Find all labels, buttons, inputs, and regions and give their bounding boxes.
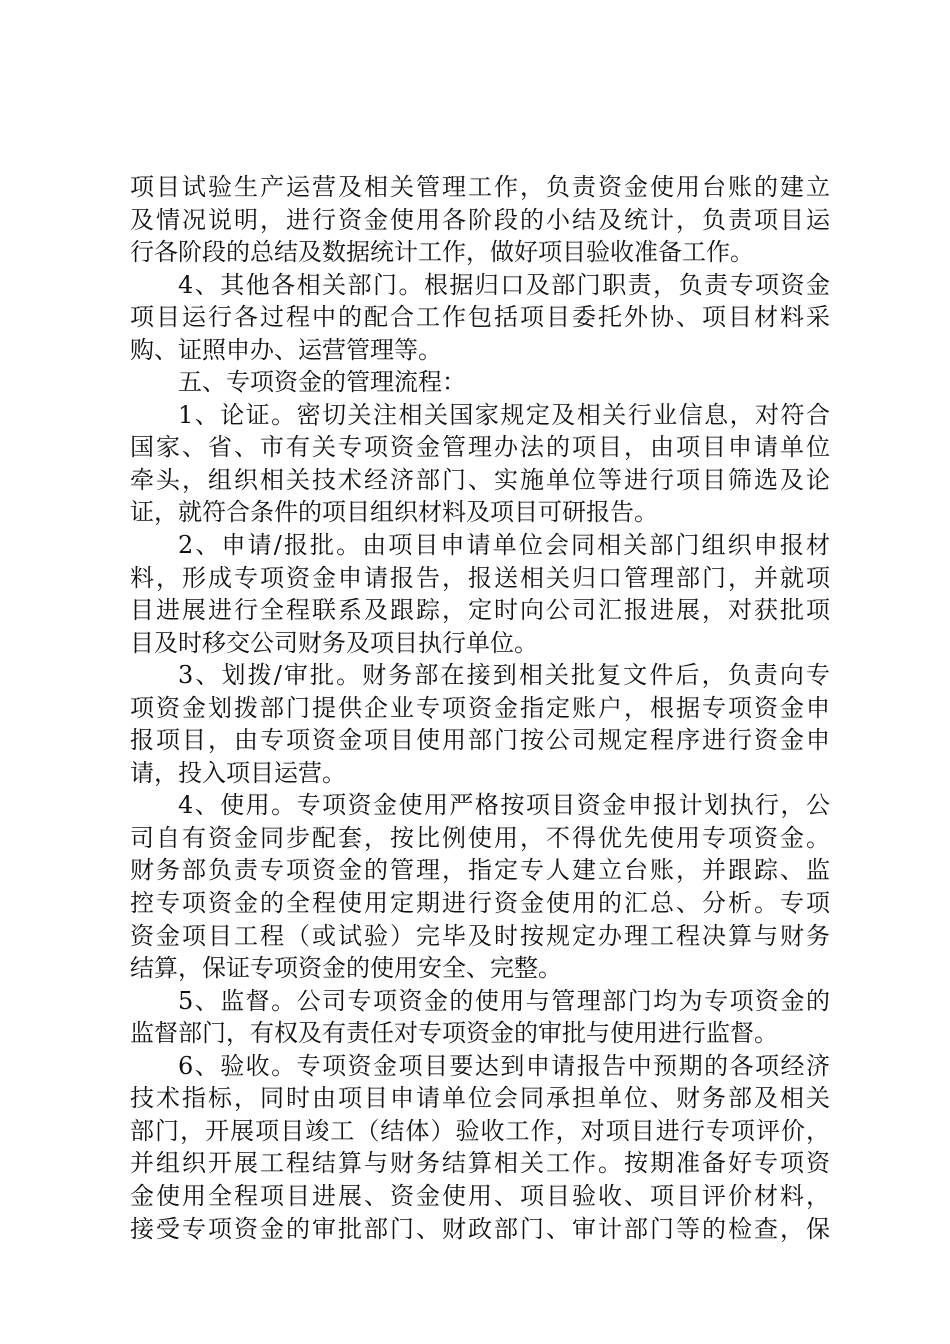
text-line: 料，形成专项资金申请报告，报送相关归口管理部门，并就项 [130, 563, 830, 592]
text-line: 司自有资金同步配套，按比例使用，不得优先使用专项资金。 [130, 823, 830, 852]
text-line: 请，投入项目运营。 [130, 758, 346, 787]
text-line: 技术指标，同时由项目申请单位会同承担单位、财务部及相关 [130, 1084, 830, 1113]
text-line: 资金项目工程（或试验）完毕及时按规定办理工程决算与财务 [130, 921, 830, 950]
text-line: 财务部负责专项资金的管理，指定专人建立台账，并跟踪、监 [130, 856, 830, 885]
text-line: 及情况说明，进行资金使用各阶段的小结及统计，负责项目运 [130, 205, 830, 234]
text-line: 牵头，组织相关技术经济部门、实施单位等进行项目筛选及论 [130, 465, 830, 494]
text-line: 结算，保证专项资金的使用安全、完整。 [130, 954, 562, 983]
text-line: 项资金划拨部门提供企业专项资金指定账户，根据专项资金申 [130, 693, 830, 722]
text-line: 5、监督。公司专项资金的使用与管理部门均为专项资金的 [178, 986, 830, 1015]
text-line: 6、验收。专项资金项目要达到申请报告中预期的各项经济 [178, 1051, 830, 1080]
text-line: 目进展进行全程联系及跟踪，定时向公司汇报进展，对获批项 [130, 596, 830, 625]
text-line: 国家、省、市有关专项资金管理办法的项目，由项目申请单位 [130, 433, 830, 462]
document-body [130, 171, 830, 1245]
text-line: 1、论证。密切关注相关国家规定及相关行业信息，对符合 [178, 400, 830, 429]
text-line: 3、划拨/审批。财务部在接到相关批复文件后，负责向专 [178, 661, 830, 690]
text-line: 行各阶段的总结及数据统计工作，做好项目验收准备工作。 [130, 238, 754, 267]
text-line: 五、专项资金的管理流程： [178, 368, 466, 397]
text-line: 项目试验生产运营及相关管理工作，负责资金使用台账的建立 [130, 173, 830, 201]
text-line: 证，就符合条件的项目组织材料及项目可研报告。 [130, 498, 658, 527]
text-line: 2、申请/报批。由项目申请单位会同相关部门组织申报材 [178, 531, 830, 560]
text-line: 报项目，由专项资金项目使用部门按公司规定程序进行资金申 [130, 726, 830, 755]
text-line: 监督部门，有权及有责任对专项资金的审批与使用进行监督。 [130, 1019, 778, 1048]
text-line: 目及时移交公司财务及项目执行单位。 [130, 628, 538, 657]
text-line: 购、证照申办、运营管理等。 [130, 335, 442, 364]
text-line: 项目运行各过程中的配合工作包括项目委托外协、项目材料采 [130, 303, 830, 332]
text-line: 部门，开展项目竣工（结体）验收工作，对项目进行专项评价， [130, 1116, 830, 1145]
text-line: 4、使用。专项资金使用严格按项目资金申报计划执行，公 [178, 791, 830, 820]
text-line: 并组织开展工程结算与财务结算相关工作。按期准备好专项资 [130, 1149, 830, 1178]
text-line: 接受专项资金的审批部门、财政部门、审计部门等的检查，保 [130, 1214, 830, 1243]
text-line: 控专项资金的全程使用定期进行资金使用的汇总、分析。专项 [130, 889, 830, 918]
text-line: 金使用全程项目进展、资金使用、项目验收、项目评价材料， [130, 1181, 830, 1210]
text-line: 4、其他各相关部门。根据归口及部门职责，负责专项资金 [178, 270, 830, 299]
